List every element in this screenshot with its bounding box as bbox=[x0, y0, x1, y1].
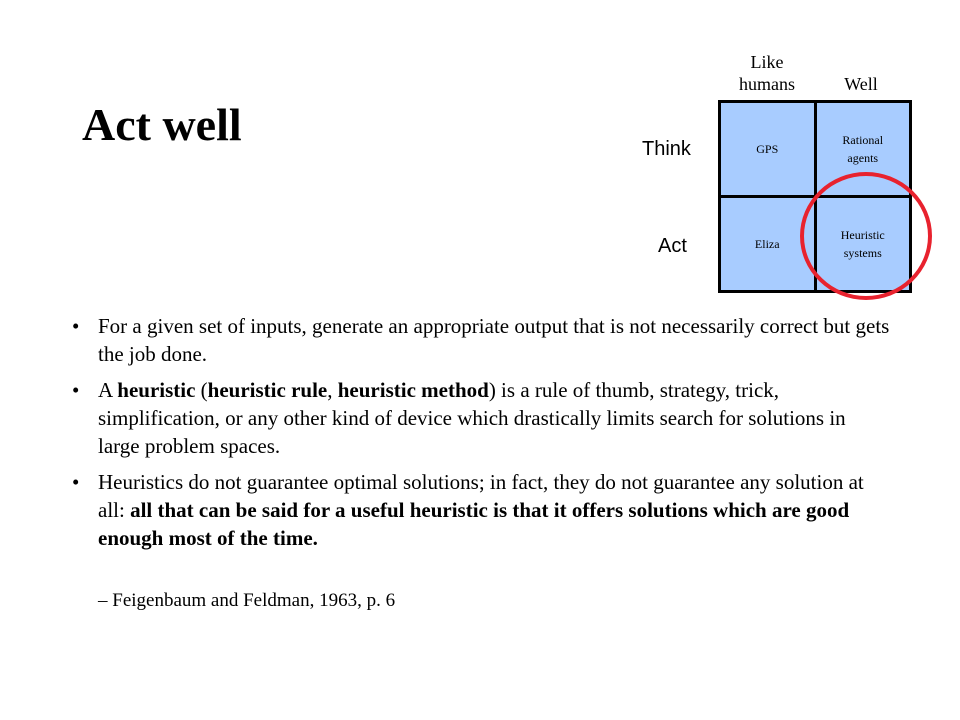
bullet-text-plain: , bbox=[327, 378, 338, 402]
cell-act-well: Heuristic systems bbox=[817, 198, 910, 290]
bullet-text-plain: A bbox=[98, 378, 118, 402]
highlight-circle bbox=[800, 172, 932, 300]
row-header-act: Act bbox=[658, 235, 687, 257]
bullet-item bbox=[70, 468, 890, 552]
bullet-dot: • bbox=[72, 378, 80, 402]
bullet-dot: • bbox=[72, 470, 80, 494]
bullet-text-plain: Heuristics do not guarantee optimal solutions; in fact, they do not guarantee any solution at all: bbox=[98, 470, 864, 522]
bullet-term: heuristic method bbox=[337, 378, 489, 402]
cell-think-well: Rational agents bbox=[817, 103, 910, 195]
bullet-term: heuristic bbox=[117, 378, 196, 402]
bullet-item bbox=[70, 376, 890, 460]
column-header-like-humans: Like humans bbox=[739, 52, 795, 94]
cell-think-like-humans: GPS bbox=[721, 103, 814, 195]
column-header-well: Well bbox=[844, 74, 878, 94]
citation: – Feigenbaum and Feldman, 1963, p. 6 bbox=[98, 590, 396, 611]
cell-act-like-humans: Eliza bbox=[721, 198, 814, 290]
bullet-text-emphasis: all that can be said for a useful heuristic is that it offers solutions which are good enough most of the time. bbox=[98, 498, 850, 550]
bullet-list bbox=[70, 312, 890, 560]
slide-title: Act well bbox=[82, 99, 242, 150]
bullet-text-plain: ) is a rule of thumb, strategy, trick, simplification, or any other kind of device which drastically limits search for solutions in large problem spaces. bbox=[98, 378, 846, 458]
bullet-text-plain: ( bbox=[195, 378, 208, 402]
bullet-dot: • bbox=[72, 314, 80, 338]
bullet-term: heuristic rule bbox=[207, 378, 328, 402]
bullet-item bbox=[70, 312, 890, 368]
bullet-text: For a given set of inputs, generate an appropriate output that is not necessarily correct but gets the job done. bbox=[98, 314, 890, 366]
row-header-think: Think bbox=[642, 138, 691, 160]
